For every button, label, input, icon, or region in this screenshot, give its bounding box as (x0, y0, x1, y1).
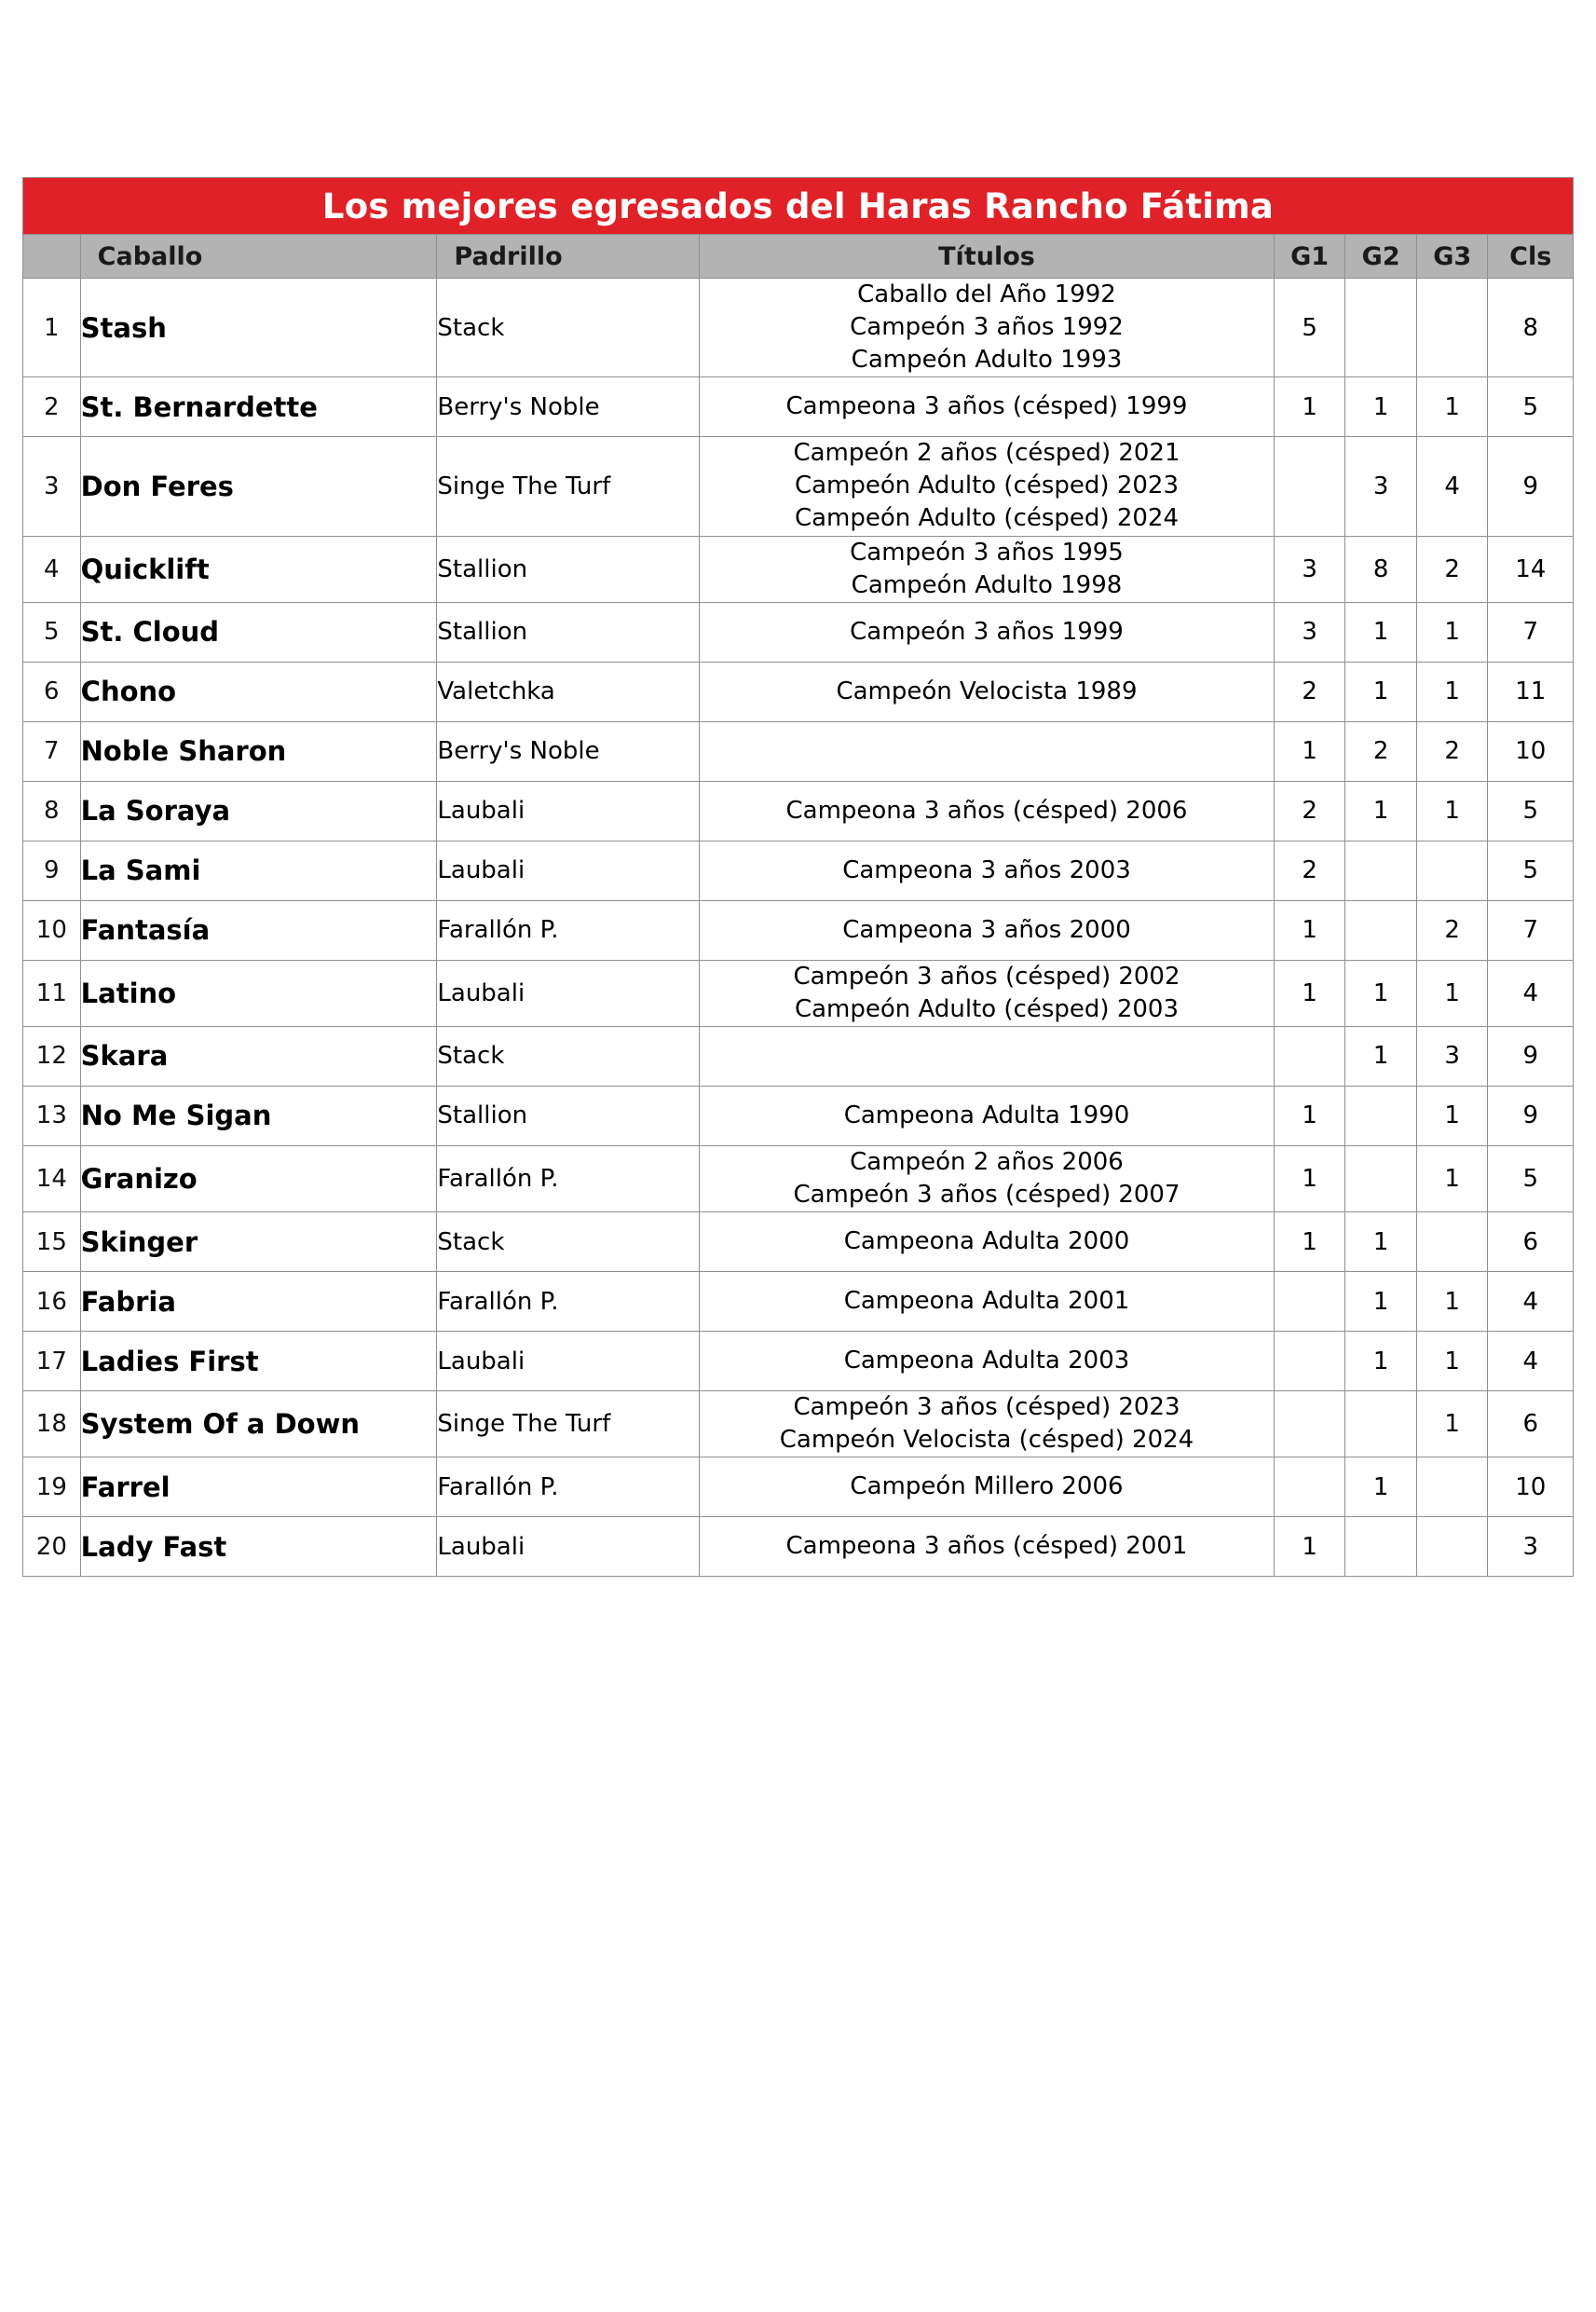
table-row (23, 662, 1574, 721)
titles-cell (700, 1212, 1275, 1272)
g2-count (1345, 900, 1417, 960)
row-index: 4 (23, 536, 81, 602)
table-row (23, 536, 1574, 602)
cls-count: 5 (1488, 377, 1574, 437)
g1-count (1274, 1272, 1345, 1332)
cls-count: 5 (1488, 1145, 1574, 1211)
cls-count: 10 (1488, 721, 1574, 781)
table-row (23, 721, 1574, 781)
g3-count (1416, 1457, 1488, 1517)
g3-count (1416, 841, 1488, 900)
row-index: 19 (23, 1457, 81, 1517)
g2-count: 3 (1345, 437, 1417, 536)
title-line: Campeón 3 años 1999 (850, 617, 1124, 646)
sire-name: Farallón P. (437, 1457, 700, 1517)
horse-name: Ladies First (80, 1332, 437, 1391)
g3-count: 4 (1416, 437, 1488, 536)
table-row (23, 1145, 1574, 1211)
g1-count: 1 (1274, 377, 1345, 437)
row-index: 13 (23, 1086, 81, 1145)
g1-count: 2 (1274, 841, 1345, 900)
table-row (23, 960, 1574, 1026)
title-line: Campeón Velocista (césped) 2024 (779, 1426, 1194, 1455)
sire-name: Berry's Noble (437, 721, 700, 781)
sire-name: Farallón P. (437, 900, 700, 960)
g2-count (1345, 1086, 1417, 1145)
horse-name: Skara (80, 1026, 437, 1086)
g3-count: 2 (1416, 900, 1488, 960)
g1-count: 1 (1274, 1517, 1345, 1577)
table-row (23, 1517, 1574, 1577)
g2-count: 2 (1345, 721, 1417, 781)
cls-count: 9 (1488, 1086, 1574, 1145)
row-index: 8 (23, 781, 81, 841)
g2-count: 1 (1345, 1457, 1417, 1517)
g1-count: 3 (1274, 536, 1345, 602)
horse-name: La Soraya (80, 781, 437, 841)
table-row (23, 377, 1574, 437)
g1-count (1274, 1026, 1345, 1086)
g3-count: 3 (1416, 1026, 1488, 1086)
g3-count: 1 (1416, 1145, 1488, 1211)
horse-name: St. Cloud (80, 602, 437, 662)
row-index: 15 (23, 1212, 81, 1272)
row-index: 20 (23, 1517, 81, 1577)
row-index: 7 (23, 721, 81, 781)
table-row (23, 1272, 1574, 1332)
sire-name: Stack (437, 1026, 700, 1086)
g3-count: 1 (1416, 1272, 1488, 1332)
cls-count: 8 (1488, 279, 1574, 377)
horse-name: Stash (80, 279, 437, 377)
column-header-g1: G1 (1274, 235, 1345, 279)
g1-count: 1 (1274, 960, 1345, 1026)
title-line: Campeona Adulta 2000 (843, 1227, 1130, 1256)
titles-cell (700, 279, 1275, 377)
row-index: 10 (23, 900, 81, 960)
g2-count: 1 (1345, 1272, 1417, 1332)
g3-count: 2 (1416, 536, 1488, 602)
table-row (23, 1086, 1574, 1145)
g2-count: 1 (1345, 1026, 1417, 1086)
horse-name: Chono (80, 662, 437, 721)
g2-count (1345, 1145, 1417, 1211)
g2-count: 8 (1345, 536, 1417, 602)
titles-cell (700, 662, 1275, 721)
title-line: Campeón Adulto (césped) 2023 (794, 472, 1179, 500)
cls-count: 7 (1488, 900, 1574, 960)
cls-count: 7 (1488, 602, 1574, 662)
cls-count: 6 (1488, 1391, 1574, 1457)
sire-name: Stack (437, 1212, 700, 1272)
title-line: Campeón Adulto (césped) 2003 (794, 994, 1179, 1023)
title-line: Campeón 3 años (césped) 2007 (793, 1181, 1180, 1210)
sire-name: Valetchka (437, 662, 700, 721)
table-row (23, 437, 1574, 536)
sire-name: Laubali (437, 960, 700, 1026)
g2-count: 1 (1345, 781, 1417, 841)
row-index: 18 (23, 1391, 81, 1457)
title-line: Campeona Adulta 1990 (843, 1101, 1130, 1129)
table-row (23, 781, 1574, 841)
title-line: Campeón 3 años (césped) 2023 (793, 1393, 1180, 1422)
sire-name: Stallion (437, 602, 700, 662)
g2-count: 1 (1345, 662, 1417, 721)
sire-name: Laubali (437, 781, 700, 841)
cls-count: 9 (1488, 1026, 1574, 1086)
cls-count: 5 (1488, 841, 1574, 900)
titles-cell (700, 377, 1275, 437)
row-index: 6 (23, 662, 81, 721)
table-row (23, 1332, 1574, 1391)
g1-count: 1 (1274, 721, 1345, 781)
horse-name: Lady Fast (80, 1517, 437, 1577)
row-index: 12 (23, 1026, 81, 1086)
cls-count: 14 (1488, 536, 1574, 602)
column-header-index (23, 235, 81, 279)
row-index: 11 (23, 960, 81, 1026)
title-line: Campeón Millero 2006 (850, 1472, 1124, 1501)
titles-cell (700, 900, 1275, 960)
g2-count (1345, 841, 1417, 900)
titles-cell (700, 1457, 1275, 1517)
horse-name: Fabria (80, 1272, 437, 1332)
g3-count: 1 (1416, 781, 1488, 841)
graduates-table-container (22, 177, 1574, 1577)
title-line: Campeón Velocista 1989 (836, 677, 1138, 705)
titles-cell (700, 960, 1275, 1026)
cls-count: 4 (1488, 1332, 1574, 1391)
title-line: Campeón Adulto (césped) 2024 (794, 504, 1179, 533)
cls-count: 4 (1488, 1272, 1574, 1332)
titles-cell (700, 1272, 1275, 1332)
horse-name: Granizo (80, 1145, 437, 1211)
horse-name: Skinger (80, 1212, 437, 1272)
sire-name: Farallón P. (437, 1145, 700, 1211)
g3-count: 1 (1416, 377, 1488, 437)
column-header-caballo: Caballo (80, 235, 437, 279)
g3-count: 1 (1416, 960, 1488, 1026)
titles-cell (700, 1391, 1275, 1457)
g3-count (1416, 1212, 1488, 1272)
g1-count: 1 (1274, 1212, 1345, 1272)
titles-cell (700, 1086, 1275, 1145)
horse-name: Quicklift (80, 536, 437, 602)
titles-cell (700, 721, 1275, 781)
row-index: 5 (23, 602, 81, 662)
title-line: Campeona Adulta 2003 (843, 1347, 1130, 1375)
g1-count: 3 (1274, 602, 1345, 662)
sire-name: Stack (437, 279, 700, 377)
column-header-titulos: Títulos (700, 235, 1275, 279)
sire-name: Farallón P. (437, 1272, 700, 1332)
title-line: Campeón 3 años (césped) 2002 (793, 962, 1180, 991)
g1-count: 5 (1274, 279, 1345, 377)
sire-name: Laubali (437, 1517, 700, 1577)
cls-count: 6 (1488, 1212, 1574, 1272)
g1-count: 1 (1274, 1086, 1345, 1145)
cls-count: 10 (1488, 1457, 1574, 1517)
g3-count: 2 (1416, 721, 1488, 781)
sire-name: Laubali (437, 841, 700, 900)
table-row (23, 279, 1574, 377)
horse-name: Don Feres (80, 437, 437, 536)
graduates-table (22, 177, 1574, 1577)
g1-count (1274, 1457, 1345, 1517)
titles-cell (700, 1517, 1275, 1577)
title-line: Campeona 3 años (césped) 2006 (785, 796, 1188, 825)
horse-name: Fantasía (80, 900, 437, 960)
g1-count (1274, 1332, 1345, 1391)
sire-name: Berry's Noble (437, 377, 700, 437)
g1-count (1274, 1391, 1345, 1457)
horse-name: No Me Sigan (80, 1086, 437, 1145)
horse-name: La Sami (80, 841, 437, 900)
g2-count (1345, 1517, 1417, 1577)
title-line: Campeona Adulta 2001 (843, 1287, 1130, 1316)
g3-count: 1 (1416, 662, 1488, 721)
horse-name: System Of a Down (80, 1391, 437, 1457)
g3-count (1416, 279, 1488, 377)
row-index: 2 (23, 377, 81, 437)
g1-count (1274, 437, 1345, 536)
g2-count: 1 (1345, 960, 1417, 1026)
sire-name: Singe The Turf (437, 437, 700, 536)
table-row (23, 1212, 1574, 1272)
row-index: 14 (23, 1145, 81, 1211)
g3-count: 1 (1416, 1086, 1488, 1145)
column-header-padrillo: Padrillo (437, 235, 700, 279)
g2-count (1345, 279, 1417, 377)
titles-cell (700, 841, 1275, 900)
column-header-cls: Cls (1488, 235, 1574, 279)
sire-name: Stallion (437, 1086, 700, 1145)
horse-name: St. Bernardette (80, 377, 437, 437)
cls-count: 5 (1488, 781, 1574, 841)
title-line: Campeón 3 años 1992 (850, 313, 1124, 342)
g1-count: 1 (1274, 900, 1345, 960)
g3-count (1416, 1517, 1488, 1577)
horse-name: Latino (80, 960, 437, 1026)
cls-count: 9 (1488, 437, 1574, 536)
table-title-row (23, 178, 1574, 235)
sire-name: Stallion (437, 536, 700, 602)
title-line: Campeona 3 años (césped) 1999 (785, 392, 1188, 421)
g1-count: 1 (1274, 1145, 1345, 1211)
table-row (23, 1391, 1574, 1457)
title-line: Campeona 3 años 2000 (842, 915, 1131, 944)
g3-count: 1 (1416, 1391, 1488, 1457)
table-row (23, 900, 1574, 960)
g2-count: 1 (1345, 1332, 1417, 1391)
table-row (23, 1457, 1574, 1517)
column-header-g3: G3 (1416, 235, 1488, 279)
g2-count (1345, 1391, 1417, 1457)
row-index: 17 (23, 1332, 81, 1391)
cls-count: 3 (1488, 1517, 1574, 1577)
title-line: Caballo del Año 1992 (857, 280, 1116, 308)
titles-cell (700, 1026, 1275, 1086)
titles-cell (700, 437, 1275, 536)
titles-cell (700, 602, 1275, 662)
g1-count: 2 (1274, 781, 1345, 841)
horse-name: Farrel (80, 1457, 437, 1517)
titles-cell (700, 1332, 1275, 1391)
column-header-g2: G2 (1345, 235, 1417, 279)
title-line: Campeón Adulto 1993 (851, 346, 1123, 375)
cls-count: 4 (1488, 960, 1574, 1026)
g2-count: 1 (1345, 1212, 1417, 1272)
titles-cell (700, 1145, 1275, 1211)
g3-count: 1 (1416, 602, 1488, 662)
table-row (23, 602, 1574, 662)
titles-cell (700, 781, 1275, 841)
row-index: 16 (23, 1272, 81, 1332)
row-index: 1 (23, 279, 81, 377)
g2-count: 1 (1345, 377, 1417, 437)
titles-cell (700, 536, 1275, 602)
title-line: Campeona 3 años 2003 (842, 855, 1131, 884)
horse-name: Noble Sharon (80, 721, 437, 781)
table-title: Los mejores egresados del Haras Rancho Fátima (23, 178, 1574, 235)
table-row (23, 841, 1574, 900)
title-line: Campeón 2 años 2006 (850, 1147, 1124, 1176)
sire-name: Laubali (437, 1332, 700, 1391)
title-line: Campeón 3 años 1995 (850, 538, 1124, 567)
table-row (23, 1026, 1574, 1086)
sire-name: Singe The Turf (437, 1391, 700, 1457)
title-line: Campeón 2 años (césped) 2021 (793, 439, 1180, 468)
table-header-row (23, 235, 1574, 279)
row-index: 3 (23, 437, 81, 536)
title-line: Campeón Adulto 1998 (851, 570, 1123, 599)
g2-count: 1 (1345, 602, 1417, 662)
g3-count: 1 (1416, 1332, 1488, 1391)
title-line: Campeona 3 años (césped) 2001 (785, 1532, 1188, 1561)
row-index: 9 (23, 841, 81, 900)
cls-count: 11 (1488, 662, 1574, 721)
g1-count: 2 (1274, 662, 1345, 721)
